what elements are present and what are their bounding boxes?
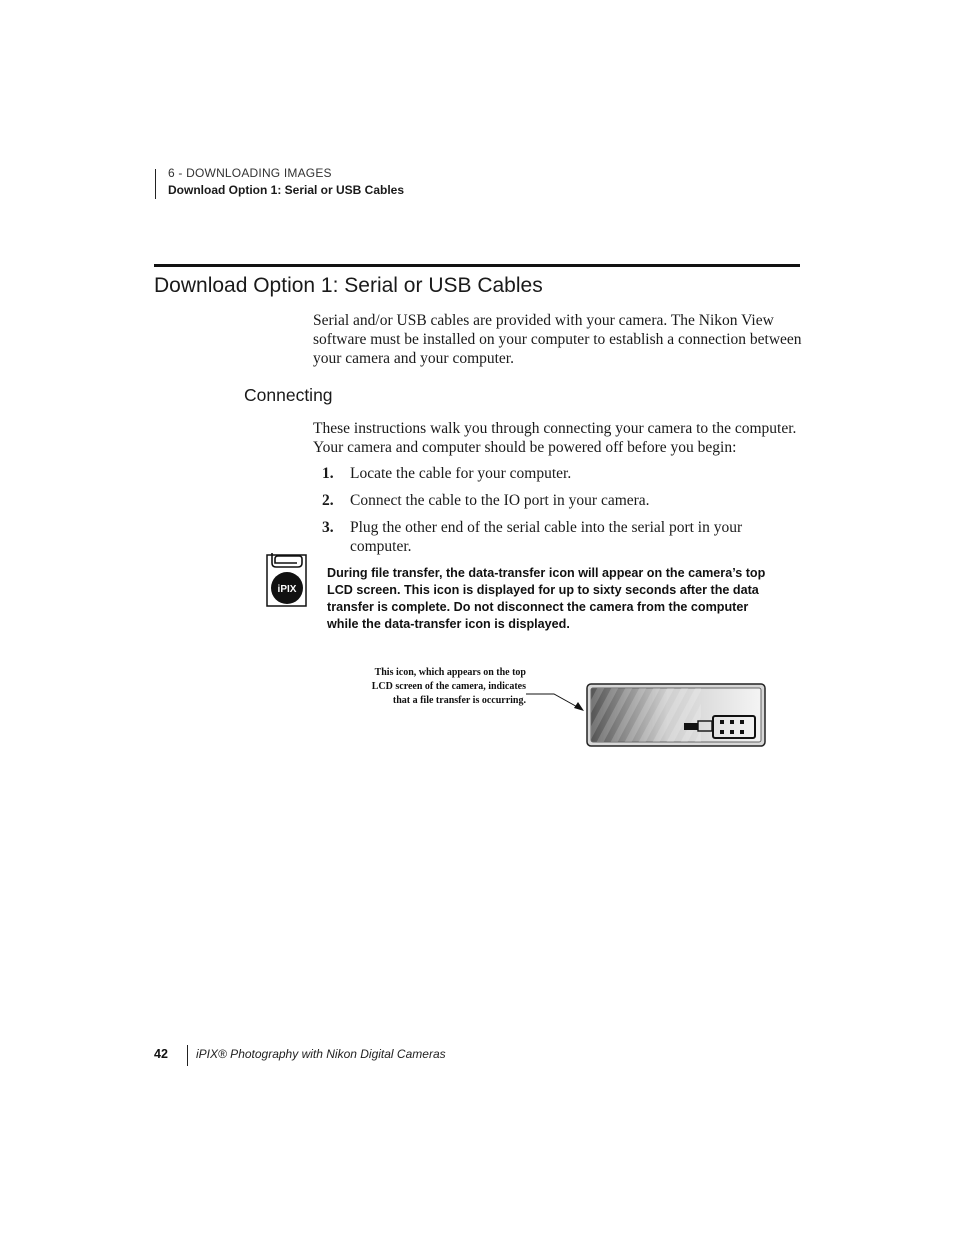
running-header-section: Download Option 1: Serial or USB Cables	[168, 183, 405, 197]
instructions-paragraph: These instructions walk you through connecting your camera to the computer. Your camera and computer should be powered off before you begin:	[313, 420, 797, 456]
figure-caption: This icon, which appears on the top LCD screen of the camera, indicates that a file transfer is occurring.	[371, 667, 526, 706]
book-title: iPIX® Photography with Nikon Digital Cameras	[196, 1047, 446, 1061]
ipix-note-icon	[264, 551, 308, 607]
page-number: 42	[154, 1047, 168, 1061]
running-header-chapter: 6 - DOWNLOADING IMAGES	[168, 166, 332, 180]
step-item	[313, 518, 805, 556]
note-text: During file transfer, the data-transfer icon will appear on the camera’s top LCD screen. This icon is displayed for up to sixty seconds after the data transfer is complete. Do not disconnect the camera from the computer while the data-transfer icon is displayed.	[327, 566, 766, 631]
step-text: Locate the cable for your computer.	[350, 465, 572, 482]
step-number: 1.	[322, 465, 334, 482]
note-icon-logo: iPIX	[277, 584, 297, 595]
page-title: Download Option 1: Serial or USB Cables	[154, 274, 543, 297]
step-text: Plug the other end of the serial cable into the serial port in your computer.	[350, 519, 743, 555]
step-number: 2.	[322, 492, 334, 509]
header-rule	[155, 169, 156, 199]
lcd-screen-illustration	[586, 683, 766, 747]
step-text: Connect the cable to the IO port in your camera.	[350, 492, 650, 509]
step-number: 3.	[322, 519, 334, 536]
title-rule	[154, 264, 800, 267]
step-item	[313, 491, 805, 510]
intro-paragraph: Serial and/or USB cables are provided with your camera. The Nikon View software must be installed on your computer to establish a connection between your camera and your computer.	[313, 312, 802, 367]
step-item	[313, 464, 805, 483]
steps-list	[313, 464, 805, 564]
connecting-heading: Connecting	[244, 385, 333, 405]
callout-arrow	[526, 690, 588, 714]
footer-rule	[187, 1045, 188, 1066]
